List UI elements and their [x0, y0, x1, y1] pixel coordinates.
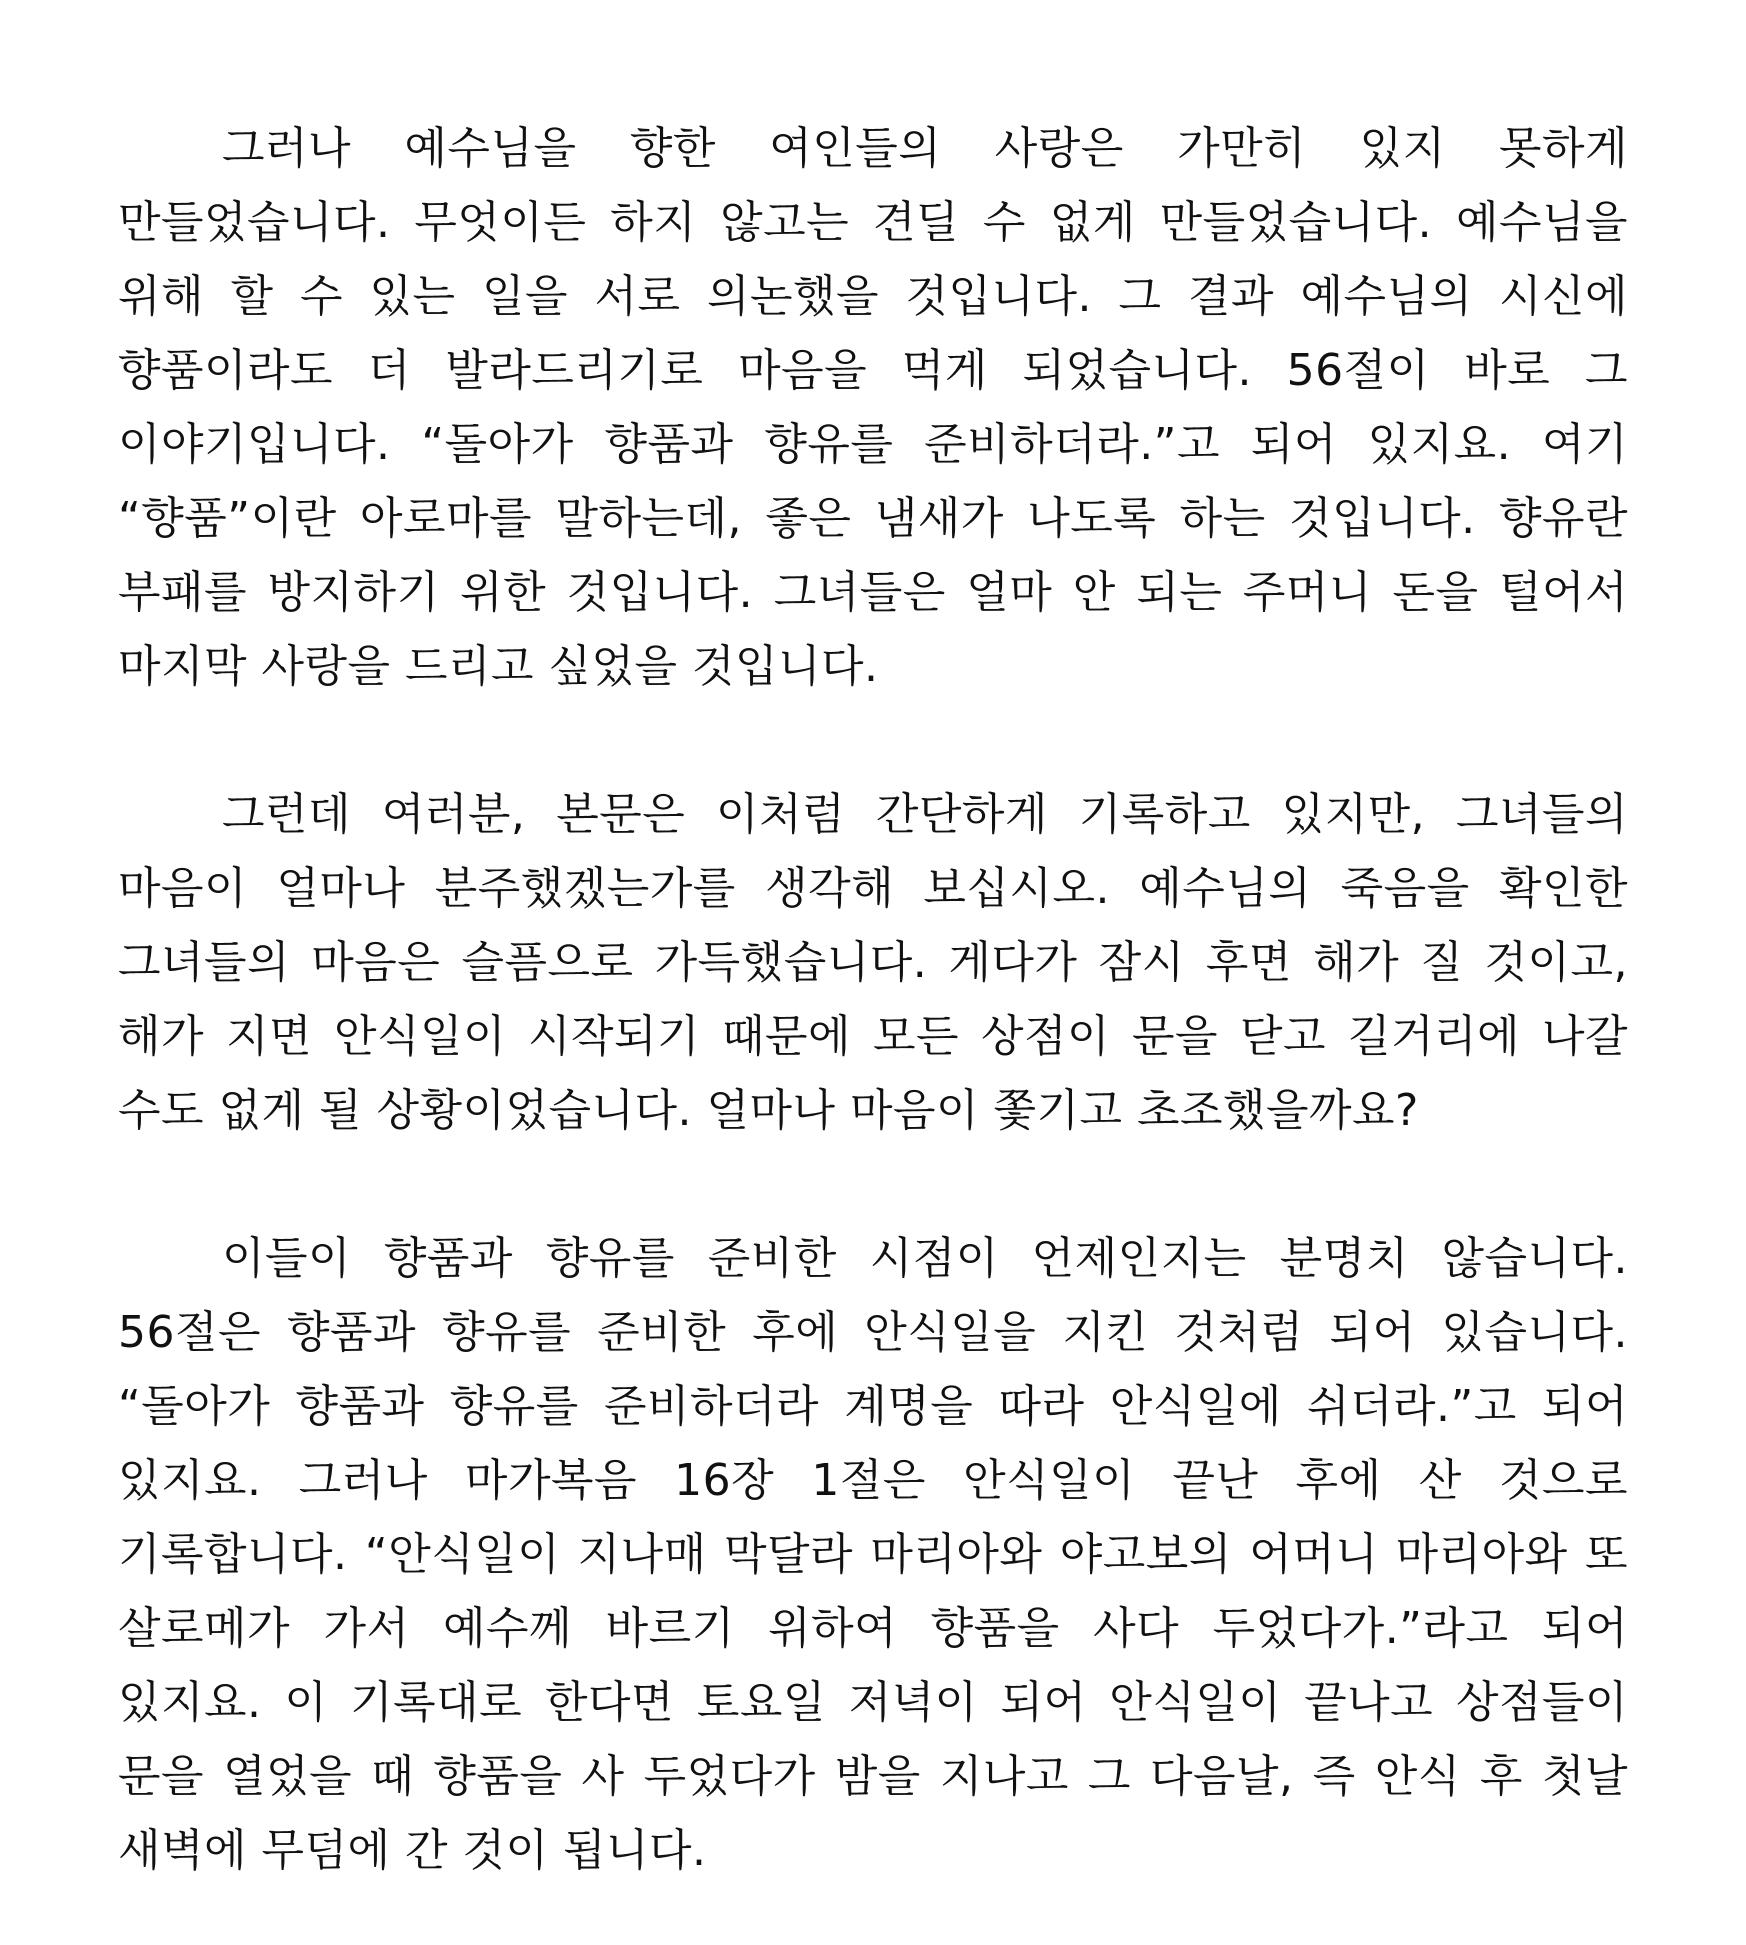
- document-page: [118, 112, 1628, 1888]
- paragraph-2: 그런데 여러분, 본문은 이처럼 간단하게 기록하고 있지만, 그녀들의 마음이 얼마나 분주했겠는가를 생각해 보십시오. 예수님의 죽음을 확인한 그녀들의 마음은 슬픔으로 가득했습니다. 게다가 잠시 후면 해가 질 것이고, 해가 지면 안식일이 시작되기 때문에 모든 상점이 문을 닫고 길거리에 나갈 수도 없게 될 상황이었습니다. 얼마나 마음이 쫓기고 초조했을까요?: [118, 789, 1628, 1136]
- paragraph-1: 그러나 예수님을 향한 여인들의 사랑은 가만히 있지 못하게 만들었습니다. 무엇이든 하지 않고는 견딜 수 없게 만들었습니다. 예수님을 위해 할 수 있는 일을 서로 의논했을 것입니다. 그 결과 예수님의 시신에 향품이라도 더 발라드리기로 마음을 먹게 되었습니다. 56절이 바로 그 이야기입니다. “돌아가 향품과 향유를 준비하더라.”고 되어 있지요. 여기 “향품”이란 아로마를 말하는데, 좋은 냄새가 나도록 하는 것입니다. 향유란 부패를 방지하기 위한 것입니다. 그녀들은 얼마 안 되는 주머니 돈을 털어서 마지막 사랑을 드리고 싶었을 것입니다.: [118, 123, 1628, 692]
- paragraph-3: 이들이 향품과 향유를 준비한 시점이 언제인지는 분명치 않습니다. 56절은 향품과 향유를 준비한 후에 안식일을 지킨 것처럼 되어 있습니다. “돌아가 향품과 향유를 준비하더라 계명을 따라 안식일에 쉬더라.”고 되어 있지요. 그러나 마가복음 16장 1절은 안식일이 끝난 후에 산 것으로 기록합니다. “안식일이 지나매 막달라 마리아와 야고보의 어머니 마리아와 또 살로메가 가서 예수께 바르기 위하여 향품을 사다 두었다가.”라고 되어 있지요. 이 기록대로 한다면 토요일 저녁이 되어 안식일이 끝나고 상점들이 문을 열었을 때 향품을 사 두었다가 밤을 지나고 그 다음날, 즉 안식 후 첫날 새벽에 무덤에 간 것이 됩니다.: [118, 1233, 1628, 1876]
